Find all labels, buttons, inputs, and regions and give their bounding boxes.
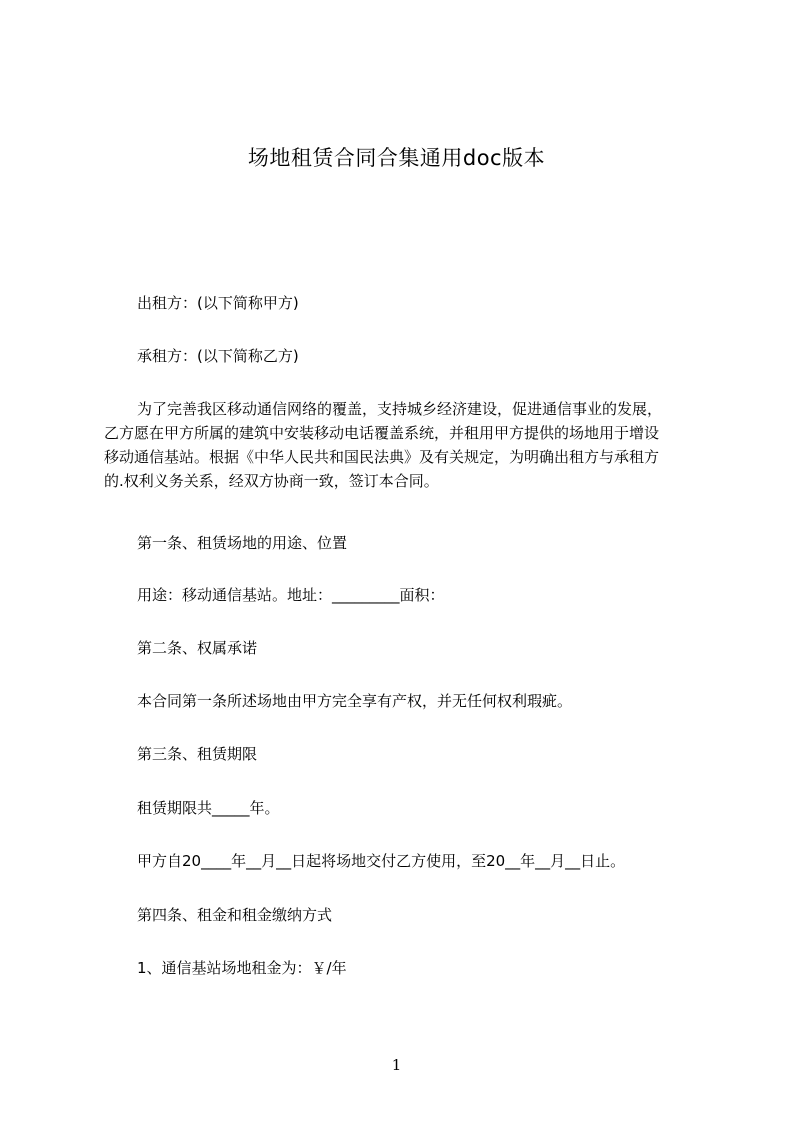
article3-term: 租赁期限共_____年。 [137,799,280,817]
article1-heading: 第一条、租赁场地的用途、位置 [137,534,348,552]
article2-body: 本合同第一条所述场地由甲方完全享有产权，并无任何权利瑕疵。 [137,692,573,710]
article2-heading: 第二条、权属承诺 [137,639,258,657]
intro-line: 移动通信基站。根据《中华人民共和国民法典》及有关规定，为明确出租方与承租方 [104,448,660,466]
intro-line: 乙方愿在甲方所属的建筑中安装移动电话覆盖系统，并租用甲方提供的场地用于增设 [104,424,660,442]
intro-line: 为了完善我区移动通信网络的覆盖，支持城乡经济建设，促进通信事业的发展， [137,400,663,418]
lessee-line: 承租方：(以下简称乙方) [137,347,299,365]
intro-paragraph [104,397,694,493]
document-title: 场地租赁合同合集通用doc版本 [247,146,546,170]
article4-heading: 第四条、租金和租金缴纳方式 [137,906,333,924]
article3-dates: 甲方自20____年__月__日起将场地交付乙方使用，至20__年__月__日止。 [137,852,626,870]
article3-heading: 第三条、租赁期限 [137,745,258,763]
intro-line: 的.权利义务关系，经双方协商一致，签订本合同。 [104,472,439,490]
article1-body: 用途：移动通信基站。地址：_________面积： [137,586,445,604]
article4-item1: 1、通信基站场地租金为：￥/年 [137,959,347,977]
lessor-line: 出租方：(以下简称甲方) [137,294,299,312]
page-number: 1 [391,1056,402,1074]
